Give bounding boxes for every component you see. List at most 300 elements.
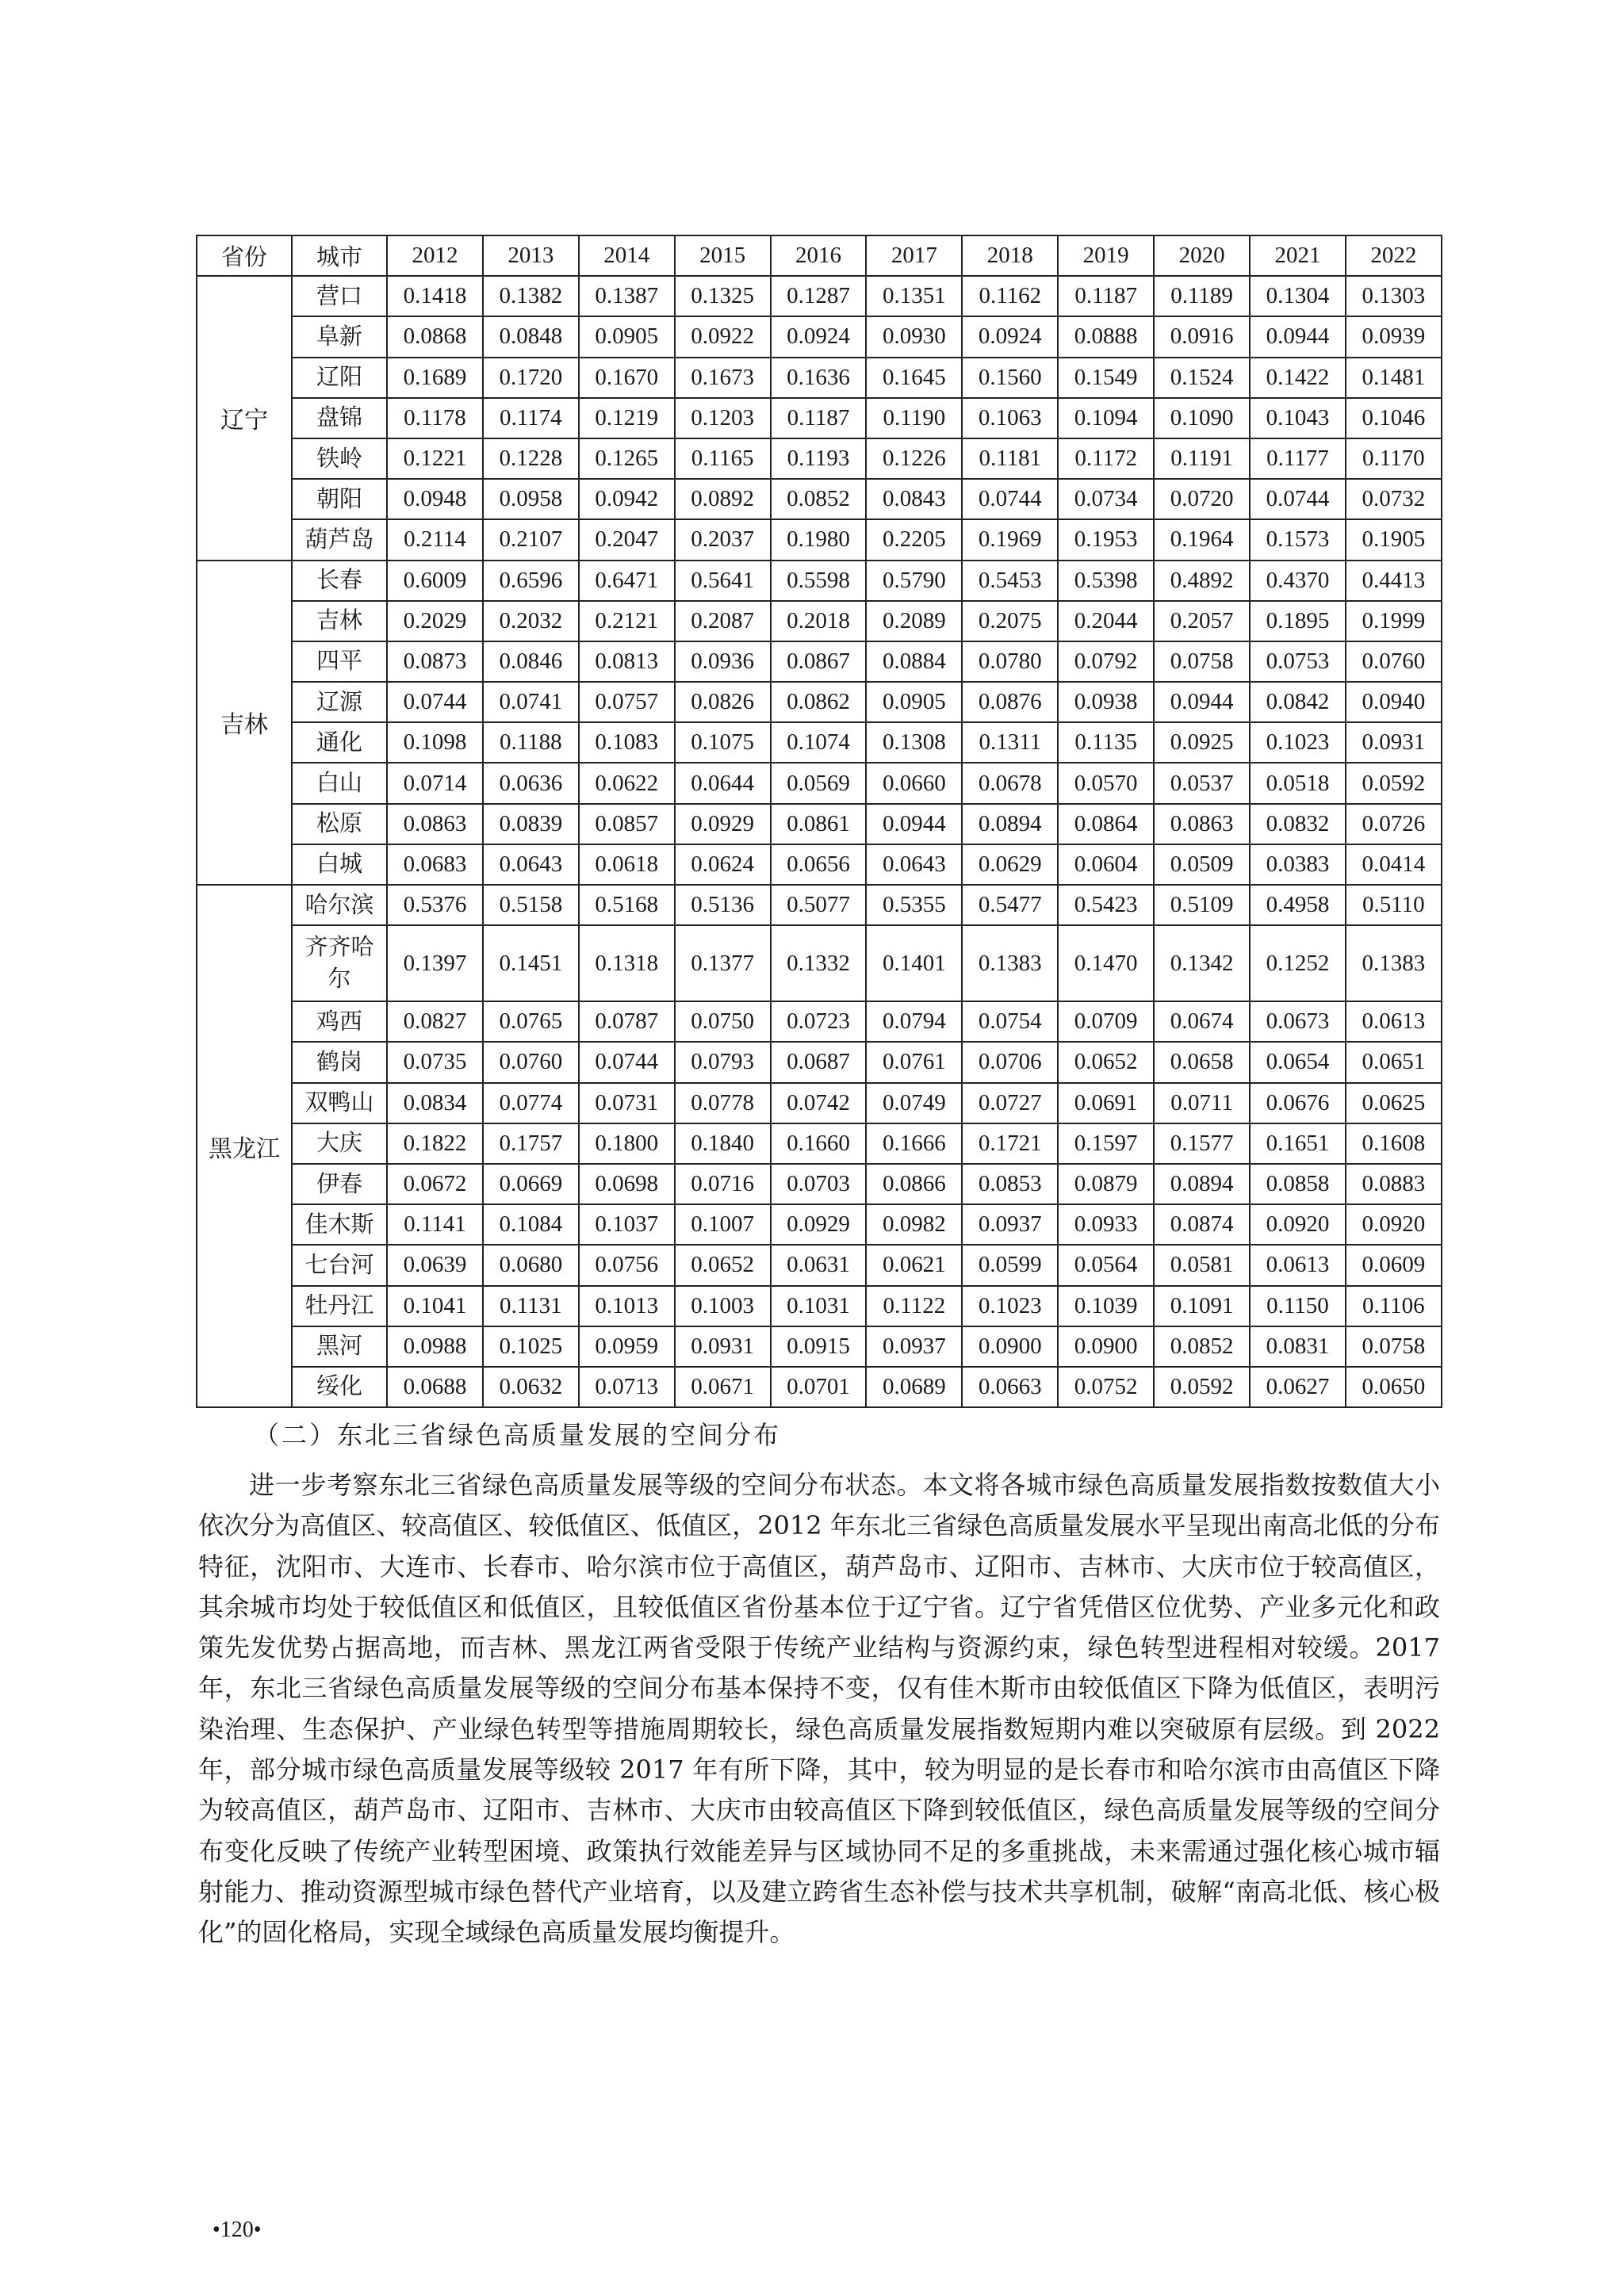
header-cell: 2012 xyxy=(387,235,483,276)
value-cell: 0.0936 xyxy=(675,641,771,682)
table-row xyxy=(197,479,1442,519)
value-cell: 0.1041 xyxy=(387,1286,483,1326)
value-cell: 0.0621 xyxy=(866,1245,962,1285)
value-cell: 0.0868 xyxy=(387,316,483,357)
value-cell: 0.1094 xyxy=(1058,398,1154,438)
table-row xyxy=(197,519,1442,560)
value-cell: 0.0937 xyxy=(962,1204,1058,1245)
value-cell: 0.1377 xyxy=(675,925,771,1001)
header-cell: 2021 xyxy=(1250,235,1346,276)
value-cell: 0.0683 xyxy=(387,844,483,885)
value-cell: 0.0982 xyxy=(866,1204,962,1245)
value-cell: 0.2121 xyxy=(579,601,675,641)
header-cell: 2014 xyxy=(579,235,675,276)
table-row xyxy=(197,1204,1442,1245)
value-cell: 0.1999 xyxy=(1346,601,1442,641)
table-row xyxy=(197,1001,1442,1042)
value-cell: 0.0604 xyxy=(1058,844,1154,885)
value-cell: 0.0863 xyxy=(1154,804,1250,844)
value-cell: 0.1174 xyxy=(483,398,579,438)
value-cell: 0.0650 xyxy=(1346,1367,1442,1407)
value-cell: 0.0671 xyxy=(675,1367,771,1407)
value-cell: 0.0929 xyxy=(675,804,771,844)
value-cell: 0.0920 xyxy=(1250,1204,1346,1245)
value-cell: 0.0631 xyxy=(771,1245,867,1285)
value-cell: 0.0939 xyxy=(1346,316,1442,357)
value-cell: 0.5376 xyxy=(387,885,483,925)
value-cell: 0.0780 xyxy=(962,641,1058,682)
value-cell: 0.1063 xyxy=(962,398,1058,438)
value-cell: 0.0678 xyxy=(962,763,1058,803)
value-cell: 0.2047 xyxy=(579,519,675,560)
value-cell: 0.0937 xyxy=(866,1326,962,1367)
header-cell: 2020 xyxy=(1154,235,1250,276)
value-cell: 0.1037 xyxy=(579,1204,675,1245)
city-cell: 盘锦 xyxy=(292,398,387,438)
table-row xyxy=(197,1042,1442,1082)
value-cell: 0.1597 xyxy=(1058,1123,1154,1164)
city-cell: 黑河 xyxy=(292,1326,387,1367)
value-cell: 0.1332 xyxy=(771,925,867,1001)
value-cell: 0.1189 xyxy=(1154,276,1250,316)
value-cell: 0.0925 xyxy=(1154,722,1250,763)
value-cell: 0.1418 xyxy=(387,276,483,316)
value-cell: 0.0632 xyxy=(483,1367,579,1407)
value-cell: 0.1342 xyxy=(1154,925,1250,1001)
value-cell: 0.0703 xyxy=(771,1164,867,1204)
value-cell: 0.0942 xyxy=(579,479,675,519)
value-cell: 0.1953 xyxy=(1058,519,1154,560)
table-row xyxy=(197,682,1442,722)
value-cell: 0.0741 xyxy=(483,682,579,722)
value-cell: 0.0863 xyxy=(387,804,483,844)
value-cell: 0.0726 xyxy=(1346,804,1442,844)
city-cell: 大庆 xyxy=(292,1123,387,1164)
value-cell: 0.0778 xyxy=(675,1083,771,1123)
value-cell: 0.0765 xyxy=(483,1001,579,1042)
value-cell: 0.0744 xyxy=(387,682,483,722)
value-cell: 0.1083 xyxy=(579,722,675,763)
table-row xyxy=(197,1123,1442,1164)
value-cell: 0.1720 xyxy=(483,358,579,398)
table-row xyxy=(197,1083,1442,1123)
value-cell: 0.0905 xyxy=(866,682,962,722)
value-cell: 0.0680 xyxy=(483,1245,579,1285)
value-cell: 0.0744 xyxy=(962,479,1058,519)
value-cell: 0.0723 xyxy=(771,1001,867,1042)
value-cell: 0.1401 xyxy=(866,925,962,1001)
value-cell: 0.1190 xyxy=(866,398,962,438)
value-cell: 0.0698 xyxy=(579,1164,675,1204)
value-cell: 0.1397 xyxy=(387,925,483,1001)
value-cell: 0.1141 xyxy=(387,1204,483,1245)
value-cell: 0.1003 xyxy=(675,1286,771,1326)
value-cell: 0.2029 xyxy=(387,601,483,641)
value-cell: 0.0758 xyxy=(1346,1326,1442,1367)
value-cell: 0.1039 xyxy=(1058,1286,1154,1326)
value-cell: 0.1840 xyxy=(675,1123,771,1164)
value-cell: 0.0924 xyxy=(962,316,1058,357)
value-cell: 0.0754 xyxy=(962,1001,1058,1042)
value-cell: 0.0827 xyxy=(387,1001,483,1042)
value-cell: 0.0663 xyxy=(962,1367,1058,1407)
value-cell: 0.0613 xyxy=(1250,1245,1346,1285)
value-cell: 0.1075 xyxy=(675,722,771,763)
value-cell: 0.1150 xyxy=(1250,1286,1346,1326)
value-cell: 0.1031 xyxy=(771,1286,867,1326)
header-cell: 2018 xyxy=(962,235,1058,276)
value-cell: 0.0727 xyxy=(962,1083,1058,1123)
value-cell: 0.0639 xyxy=(387,1245,483,1285)
value-cell: 0.5136 xyxy=(675,885,771,925)
value-cell: 0.0636 xyxy=(483,763,579,803)
value-cell: 0.0879 xyxy=(1058,1164,1154,1204)
value-cell: 0.0900 xyxy=(962,1326,1058,1367)
value-cell: 0.1287 xyxy=(771,276,867,316)
value-cell: 0.0652 xyxy=(675,1245,771,1285)
value-cell: 0.0660 xyxy=(866,763,962,803)
value-cell: 0.1098 xyxy=(387,722,483,763)
value-cell: 0.0651 xyxy=(1346,1042,1442,1082)
value-cell: 0.1351 xyxy=(866,276,962,316)
value-cell: 0.1382 xyxy=(483,276,579,316)
value-cell: 0.1013 xyxy=(579,1286,675,1326)
city-cell: 辽源 xyxy=(292,682,387,722)
value-cell: 0.0673 xyxy=(1250,1001,1346,1042)
table-row xyxy=(197,398,1442,438)
value-cell: 0.0794 xyxy=(866,1001,962,1042)
value-cell: 0.0793 xyxy=(675,1042,771,1082)
table-row xyxy=(197,925,1442,1001)
value-cell: 0.5109 xyxy=(1154,885,1250,925)
value-cell: 0.1074 xyxy=(771,722,867,763)
value-cell: 0.5641 xyxy=(675,561,771,601)
value-cell: 0.1481 xyxy=(1346,358,1442,398)
city-cell: 鸡西 xyxy=(292,1001,387,1042)
table-row xyxy=(197,316,1442,357)
value-cell: 0.1303 xyxy=(1346,276,1442,316)
value-cell: 0.0905 xyxy=(579,316,675,357)
value-cell: 0.2057 xyxy=(1154,601,1250,641)
value-cell: 0.0669 xyxy=(483,1164,579,1204)
value-cell: 0.1325 xyxy=(675,276,771,316)
value-cell: 0.1023 xyxy=(1250,722,1346,763)
value-cell: 0.5110 xyxy=(1346,885,1442,925)
value-cell: 0.0749 xyxy=(866,1083,962,1123)
value-cell: 0.0744 xyxy=(1250,479,1346,519)
value-cell: 0.0922 xyxy=(675,316,771,357)
value-cell: 0.5077 xyxy=(771,885,867,925)
header-cell: 2015 xyxy=(675,235,771,276)
value-cell: 0.0958 xyxy=(483,479,579,519)
value-cell: 0.1203 xyxy=(675,398,771,438)
value-cell: 0.1980 xyxy=(771,519,867,560)
value-cell: 0.1660 xyxy=(771,1123,867,1164)
header-cell: 省份 xyxy=(197,235,292,276)
value-cell: 0.0592 xyxy=(1346,763,1442,803)
value-cell: 0.0750 xyxy=(675,1001,771,1042)
table-row xyxy=(197,763,1442,803)
page-number: •120• xyxy=(213,2218,262,2242)
value-cell: 0.0843 xyxy=(866,479,962,519)
value-cell: 0.1318 xyxy=(579,925,675,1001)
table-body xyxy=(197,276,1442,1407)
value-cell: 0.1025 xyxy=(483,1326,579,1367)
city-cell: 白山 xyxy=(292,763,387,803)
value-cell: 0.6009 xyxy=(387,561,483,601)
value-cell: 0.0599 xyxy=(962,1245,1058,1285)
value-cell: 0.2205 xyxy=(866,519,962,560)
table-row xyxy=(197,1367,1442,1407)
value-cell: 0.0787 xyxy=(579,1001,675,1042)
value-cell: 0.0852 xyxy=(1154,1326,1250,1367)
city-cell: 牡丹江 xyxy=(292,1286,387,1326)
value-cell: 0.0658 xyxy=(1154,1042,1250,1082)
value-cell: 0.1383 xyxy=(1346,925,1442,1001)
city-cell: 辽阳 xyxy=(292,358,387,398)
value-cell: 0.1666 xyxy=(866,1123,962,1164)
province-cell: 吉林 xyxy=(197,561,292,886)
value-cell: 0.1311 xyxy=(962,722,1058,763)
value-cell: 0.0752 xyxy=(1058,1367,1154,1407)
value-cell: 0.0713 xyxy=(579,1367,675,1407)
value-cell: 0.1131 xyxy=(483,1286,579,1326)
city-cell: 吉林 xyxy=(292,601,387,641)
province-cell: 黑龙江 xyxy=(197,885,292,1407)
value-cell: 0.0731 xyxy=(579,1083,675,1123)
value-cell: 0.0862 xyxy=(771,682,867,722)
table-row xyxy=(197,1286,1442,1326)
table-row xyxy=(197,601,1442,641)
value-cell: 0.0924 xyxy=(771,316,867,357)
value-cell: 0.1170 xyxy=(1346,438,1442,479)
value-cell: 0.1221 xyxy=(387,438,483,479)
value-cell: 0.0774 xyxy=(483,1083,579,1123)
value-cell: 0.1228 xyxy=(483,438,579,479)
city-cell: 七台河 xyxy=(292,1245,387,1285)
value-cell: 0.0929 xyxy=(771,1204,867,1245)
value-cell: 0.1046 xyxy=(1346,398,1442,438)
value-cell: 0.1090 xyxy=(1154,398,1250,438)
value-cell: 0.1191 xyxy=(1154,438,1250,479)
value-cell: 0.4892 xyxy=(1154,561,1250,601)
value-cell: 0.0687 xyxy=(771,1042,867,1082)
value-cell: 0.0959 xyxy=(579,1326,675,1367)
table-row xyxy=(197,885,1442,925)
value-cell: 0.1636 xyxy=(771,358,867,398)
header-cell: 2019 xyxy=(1058,235,1154,276)
value-cell: 0.0744 xyxy=(579,1042,675,1082)
value-cell: 0.1226 xyxy=(866,438,962,479)
value-cell: 0.4958 xyxy=(1250,885,1346,925)
value-cell: 0.0537 xyxy=(1154,763,1250,803)
value-cell: 0.2087 xyxy=(675,601,771,641)
value-cell: 0.0839 xyxy=(483,804,579,844)
value-cell: 0.5423 xyxy=(1058,885,1154,925)
value-cell: 0.0874 xyxy=(1154,1204,1250,1245)
section-heading: （二）东北三省绿色高质量发展的空间分布 xyxy=(254,1420,782,1450)
value-cell: 0.0834 xyxy=(387,1083,483,1123)
city-cell: 朝阳 xyxy=(292,479,387,519)
value-cell: 0.2032 xyxy=(483,601,579,641)
value-cell: 0.1172 xyxy=(1058,438,1154,479)
value-cell: 0.0622 xyxy=(579,763,675,803)
value-cell: 0.0866 xyxy=(866,1164,962,1204)
value-cell: 0.5477 xyxy=(962,885,1058,925)
value-cell: 0.0629 xyxy=(962,844,1058,885)
city-cell: 伊春 xyxy=(292,1164,387,1204)
header-cell: 2016 xyxy=(771,235,867,276)
value-cell: 0.0883 xyxy=(1346,1164,1442,1204)
value-cell: 0.0864 xyxy=(1058,804,1154,844)
city-cell: 齐齐哈尔 xyxy=(292,925,387,1001)
value-cell: 0.0734 xyxy=(1058,479,1154,519)
value-cell: 0.0944 xyxy=(1154,682,1250,722)
value-cell: 0.1188 xyxy=(483,722,579,763)
value-cell: 0.1252 xyxy=(1250,925,1346,1001)
value-cell: 0.1187 xyxy=(771,398,867,438)
value-cell: 0.0701 xyxy=(771,1367,867,1407)
city-cell: 鹤岗 xyxy=(292,1042,387,1082)
table-row xyxy=(197,804,1442,844)
value-cell: 0.0569 xyxy=(771,763,867,803)
value-cell: 0.0916 xyxy=(1154,316,1250,357)
value-cell: 0.0846 xyxy=(483,641,579,682)
value-cell: 0.2107 xyxy=(483,519,579,560)
value-cell: 0.1964 xyxy=(1154,519,1250,560)
value-cell: 0.0757 xyxy=(579,682,675,722)
province-cell: 辽宁 xyxy=(197,276,292,560)
value-cell: 0.1969 xyxy=(962,519,1058,560)
value-cell: 0.1084 xyxy=(483,1204,579,1245)
value-cell: 0.1387 xyxy=(579,276,675,316)
value-cell: 0.0627 xyxy=(1250,1367,1346,1407)
header-cell: 2013 xyxy=(483,235,579,276)
value-cell: 0.0931 xyxy=(1346,722,1442,763)
body-paragraph: 进一步考察东北三省绿色高质量发展等级的空间分布状态。本文将各城市绿色高质量发展指数按数值大小依次分为高值区、较高值区、较低值区、低值区，2012 年东北三省绿色高质量发展水平呈现出南高北低的分布特征，沈阳市、大连市、长春市、哈尔滨市位于高值区，葫芦岛市、辽阳市、吉林市、大庆市位于较高值区，其余城市均处于较低值区和低值区，且较低值区省份基本位于辽宁省。辽宁省凭借区位优势、产业多元化和政策先发优势占据高地，而吉林、黑龙江两省受限于传统产业结构与资源约束，绿色转型进程相对较缓。2017 年，东北三省绿色高质量发展等级的空间分布基本保持不变，仅有佳木斯市由较低值区下降为低值区，表明污染治理、生态保护、产业绿色转型等措施周期较长，绿色高质量发展指数短期内难以突破原有层级。到 2022 年，部分城市绿色高质量发展等级较 2017 年有所下降，其中，较为明显的是长春市和哈尔滨市由高值区下降为较高值区，葫芦岛市、辽阳市、吉林市、大庆市由较高值区下降到较低值区，绿色高质量发展等级的空间分布变化反映了传统产业转型困境、政策执行效能差异与区域协同不足的多重挑战，未来需通过强化核心城市辐射能力、推动资源型城市绿色替代产业培育，以及建立跨省生态补偿与技术共享机制，破解“南高北低、核心极化”的固化格局，实现全域绿色高质量发展均衡提升。 xyxy=(198,1470,1440,1948)
value-cell: 0.1181 xyxy=(962,438,1058,479)
value-cell: 0.1673 xyxy=(675,358,771,398)
table-row xyxy=(197,561,1442,601)
value-cell: 0.0861 xyxy=(771,804,867,844)
value-cell: 0.0938 xyxy=(1058,682,1154,722)
city-cell: 双鸭山 xyxy=(292,1083,387,1123)
table-row xyxy=(197,438,1442,479)
value-cell: 0.2089 xyxy=(866,601,962,641)
table-row xyxy=(197,722,1442,763)
value-cell: 0.0592 xyxy=(1154,1367,1250,1407)
value-cell: 0.1689 xyxy=(387,358,483,398)
value-cell: 0.6471 xyxy=(579,561,675,601)
header-cell: 2017 xyxy=(866,235,962,276)
value-cell: 0.0564 xyxy=(1058,1245,1154,1285)
value-cell: 0.0691 xyxy=(1058,1083,1154,1123)
table-row xyxy=(197,1326,1442,1367)
value-cell: 0.0758 xyxy=(1154,641,1250,682)
city-cell: 通化 xyxy=(292,722,387,763)
value-cell: 0.0624 xyxy=(675,844,771,885)
value-cell: 0.0716 xyxy=(675,1164,771,1204)
value-cell: 0.0656 xyxy=(771,844,867,885)
city-cell: 白城 xyxy=(292,844,387,885)
value-cell: 0.0867 xyxy=(771,641,867,682)
value-cell: 0.2037 xyxy=(675,519,771,560)
city-cell: 哈尔滨 xyxy=(292,885,387,925)
value-cell: 0.1905 xyxy=(1346,519,1442,560)
value-cell: 0.2114 xyxy=(387,519,483,560)
value-cell: 0.1308 xyxy=(866,722,962,763)
value-cell: 0.1757 xyxy=(483,1123,579,1164)
value-cell: 0.0853 xyxy=(962,1164,1058,1204)
value-cell: 0.1023 xyxy=(962,1286,1058,1326)
value-cell: 0.5790 xyxy=(866,561,962,601)
table-row xyxy=(197,1164,1442,1204)
value-cell: 0.1524 xyxy=(1154,358,1250,398)
value-cell: 0.1451 xyxy=(483,925,579,1001)
value-cell: 0.1187 xyxy=(1058,276,1154,316)
value-cell: 0.0732 xyxy=(1346,479,1442,519)
header-cell: 2022 xyxy=(1346,235,1442,276)
value-cell: 0.4413 xyxy=(1346,561,1442,601)
value-cell: 0.0858 xyxy=(1250,1164,1346,1204)
value-cell: 0.0930 xyxy=(866,316,962,357)
value-cell: 0.0944 xyxy=(1250,316,1346,357)
value-cell: 0.5453 xyxy=(962,561,1058,601)
value-cell: 0.5598 xyxy=(771,561,867,601)
value-cell: 0.0742 xyxy=(771,1083,867,1123)
value-cell: 0.0414 xyxy=(1346,844,1442,885)
value-cell: 0.1219 xyxy=(579,398,675,438)
value-cell: 0.0948 xyxy=(387,479,483,519)
value-cell: 0.1193 xyxy=(771,438,867,479)
value-cell: 0.0672 xyxy=(387,1164,483,1204)
value-cell: 0.6596 xyxy=(483,561,579,601)
value-cell: 0.1422 xyxy=(1250,358,1346,398)
value-cell: 0.1895 xyxy=(1250,601,1346,641)
value-cell: 0.0888 xyxy=(1058,316,1154,357)
value-cell: 0.4370 xyxy=(1250,561,1346,601)
value-cell: 0.0900 xyxy=(1058,1326,1154,1367)
value-cell: 0.1560 xyxy=(962,358,1058,398)
value-cell: 0.0674 xyxy=(1154,1001,1250,1042)
city-cell: 长春 xyxy=(292,561,387,601)
city-cell: 铁岭 xyxy=(292,438,387,479)
table-row xyxy=(197,358,1442,398)
value-cell: 0.0644 xyxy=(675,763,771,803)
value-cell: 0.0625 xyxy=(1346,1083,1442,1123)
value-cell: 0.1800 xyxy=(579,1123,675,1164)
value-cell: 0.1549 xyxy=(1058,358,1154,398)
value-cell: 0.0706 xyxy=(962,1042,1058,1082)
value-cell: 0.0714 xyxy=(387,763,483,803)
value-cell: 0.1573 xyxy=(1250,519,1346,560)
value-cell: 0.0873 xyxy=(387,641,483,682)
value-cell: 0.5355 xyxy=(866,885,962,925)
value-cell: 0.1043 xyxy=(1250,398,1346,438)
value-cell: 0.5158 xyxy=(483,885,579,925)
city-cell: 绥化 xyxy=(292,1367,387,1407)
value-cell: 0.1822 xyxy=(387,1123,483,1164)
city-cell: 营口 xyxy=(292,276,387,316)
table-row xyxy=(197,641,1442,682)
value-cell: 0.1178 xyxy=(387,398,483,438)
value-cell: 0.1091 xyxy=(1154,1286,1250,1326)
value-cell: 0.0761 xyxy=(866,1042,962,1082)
value-cell: 0.0792 xyxy=(1058,641,1154,682)
table-row xyxy=(197,844,1442,885)
value-cell: 0.1106 xyxy=(1346,1286,1442,1326)
value-cell: 0.0735 xyxy=(387,1042,483,1082)
